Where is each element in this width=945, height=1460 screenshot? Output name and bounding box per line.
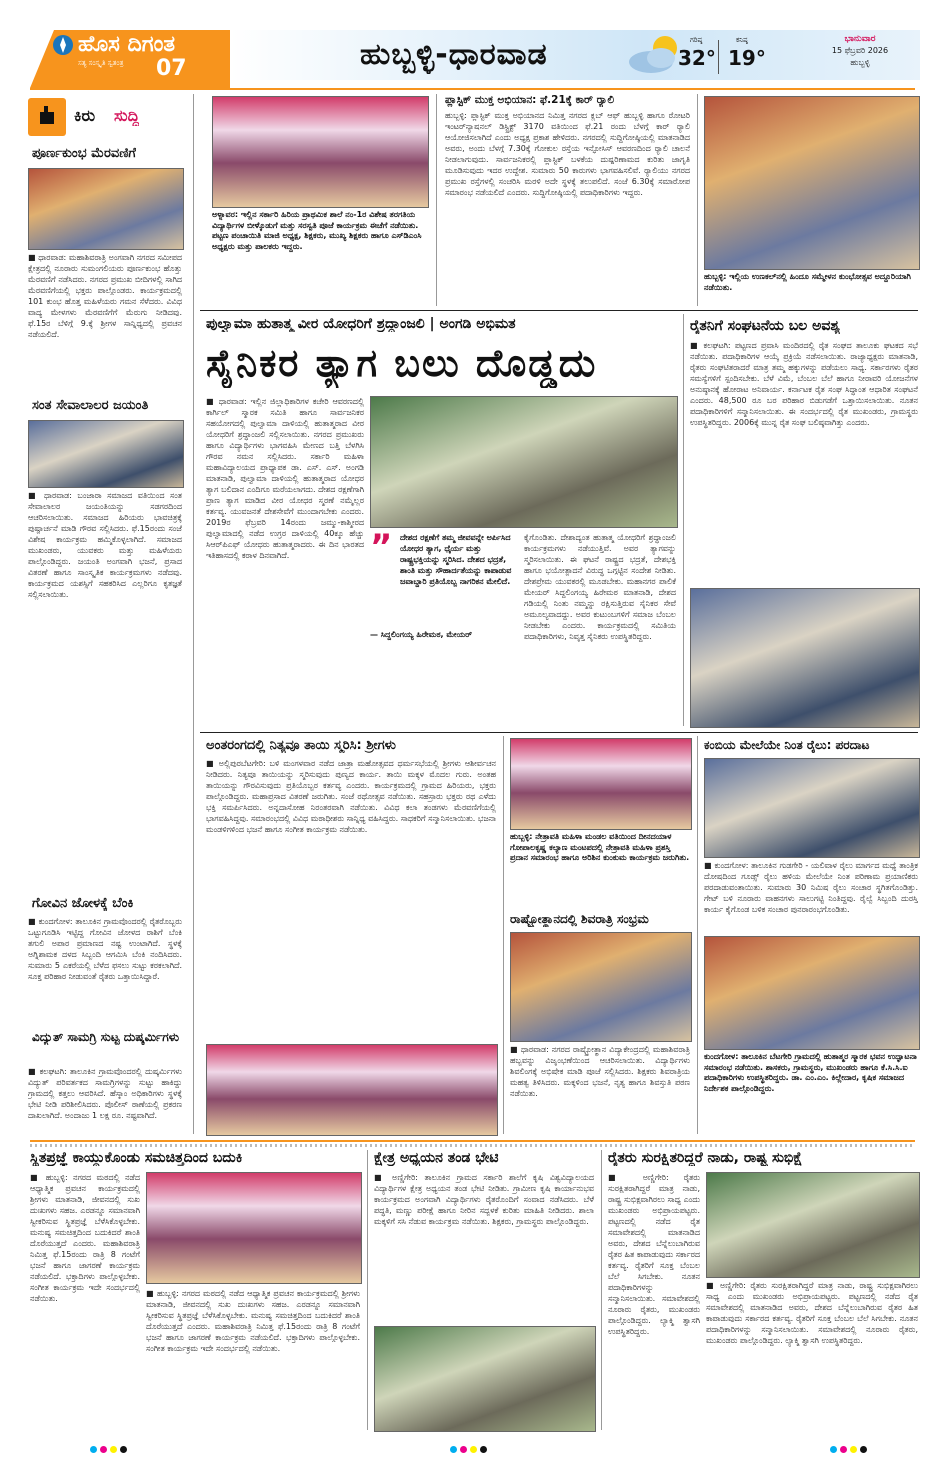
color-registration-marks xyxy=(830,1438,870,1457)
kirusuddi-column xyxy=(24,94,186,1134)
mahila-mandala-photo xyxy=(510,738,692,830)
mahila-mandala-caption: ಹುಬ್ಬಳ್ಳಿ: ನೇತ್ರಾವತಿ ಮಹಿಳಾ ಮಂಡಲ ವತಿಯಿಂದ ದೀನದಯಾಳ ಗೋಪಾಲಕೃಷ್ಣ ಕಲ್ಯಾಣ ಮಂಟಪದಲ್ಲಿ ನೇತ್ರಾವತಿ ಮಹಿಳಾ ಪ್ರಶಸ್ತಿ ಪ್ರದಾನ ಸಮಾರಂಭ ಹಾಗೂ ಅರಿಶಿನ ಕುಂಕುಮ ಕಾರ್ಯಕ್ರಮ ಜರುಗಿತು. xyxy=(510,832,690,862)
bottom-3-photo xyxy=(706,1172,920,1278)
lead-headline: ಸೈನಿಕರ ತ್ಯಾಗ ಬಲು ದೊಡ್ಡದು xyxy=(206,341,598,385)
weekday: ಭಾನುವಾರ xyxy=(844,34,876,44)
bottom-3-body-a: ■ ಅಣ್ಣಿಗೇರಿ: ರೈತರು ಸುರಕ್ಷಿತರಾಗಿದ್ದರೆ ಮಾತ್ರ ನಾಡು, ರಾಷ್ಟ್ರ ಸುಭಿಕ್ಷವಾಗಿರಲು ಸಾಧ್ಯ ಎಂದು ಮುಖಂಡರು ಅಭಿಪ್ರಾಯಪಟ್ಟರು. ಪಟ್ಟಣದಲ್ಲಿ ನಡೆದ ರೈತ ಸಮಾವೇಶದಲ್ಲಿ ಮಾತನಾಡಿದ ಅವರು, ದೇಶದ ಬೆನ್ನೆಲುಬಾಗಿರುವ ರೈತರ ಹಿತ ಕಾಪಾಡುವುದು ಸರ್ಕಾರದ ಕರ್ತವ್ಯ. ರೈತರಿಗೆ ಸೂಕ್ತ ಬೆಂಬಲ ಬೆಲೆ ಸಿಗಬೇಕು. ನೂತನ ಪದಾಧಿಕಾರಿಗಳನ್ನು ಸನ್ಮಾನಿಸಲಾಯಿತು. ಸಮಾವೇಶದಲ್ಲಿ ನೂರಾರು ರೈತರು, ಮುಖಂಡರು ಪಾಲ್ಗೊಂಡಿದ್ದರು. ಲ್ಯಾಕ್ಮಿ ತ್ವಾಸಗಿ ಉಪಸ್ಥಿತರಿದ್ದರು. xyxy=(608,1173,700,1336)
masthead-rule xyxy=(30,88,915,90)
farmers-body: ■ ಕಲಘಟಗಿ: ಪಟ್ಟಣದ ಪ್ರವಾಸಿ ಮಂದಿರದಲ್ಲಿ ರೈತ ಸಂಘದ ತಾಲೂಕು ಘಟಕದ ಸಭೆ ನಡೆಯಿತು. ಪದಾಧಿಕಾರಿಗಳ ಆಯ್ಕೆ ಪ್ರಕ್ರಿಯೆ ನಡೆಸಲಾಯಿತು. ರಾಜ್ಯಾಧ್ಯಕ್ಷರು ಮಾತನಾಡಿ, ರೈತರು ಸಂಘಟಿತರಾದರೆ ಮಾತ್ರ ತಮ್ಮ ಹಕ್ಕುಗಳನ್ನು ಪಡೆಯಲು ಸಾಧ್ಯ. ಸರ್ಕಾರಗಳು ರೈತರ ಸಮಸ್ಯೆಗಳಿಗೆ ಸ್ಪಂದಿಸಬೇಕು. ಬೆಳೆ ವಿಮೆ, ಬೆಂಬಲ ಬೆಲೆ ಹಾಗೂ ನೀರಾವರಿ ಯೋಜನೆಗಳ ಅನುಷ್ಠಾನಕ್ಕೆ ಹೋರಾಟ ಅನಿವಾರ್ಯ. ಕರ್ನಾಟಕ ರೈತ ಸಂಘ ಸಿದ್ಧಾಂತ ಆಧಾರಿತ ಸಂಘಟನೆ ಎಂದರು. 48,500 ರೂ ಬರ ಪರಿಹಾರ ಬಿಡುಗಡೆಗೆ ಒತ್ತಾಯಿಸಲಾಯಿತು. ನೂತನ ಪದಾಧಿಕಾರಿಗಳಿಗೆ ಸನ್ಮಾನಿಸಲಾಯಿತು. ಈ ಸಂದರ್ಭದಲ್ಲಿ ರೈತ ಮುಖಂಡರು, ಗ್ರಾಮಸ್ಥರು ಉಪಸ್ಥಿತರಿದ್ದರು. 2006ಕ್ಕೆ ಮುನ್ನ ರೈತ ಸಂಘ ಬಲಿಷ್ಠವಾಗಿತ್ತು ಎಂದರು. xyxy=(690,341,918,427)
brand-tagline: ಸತ್ಯ ಸಂಸ್ಕೃತಿ ಸ್ವತಂತ್ರ xyxy=(78,59,124,67)
color-registration-marks xyxy=(90,1438,130,1457)
bottom-2-photo xyxy=(374,1326,596,1432)
lead-body-right: ಕೈಗೊಂಡಿತು. ದೇಶಾದ್ಯಂತ ಹುತಾತ್ಮ ಯೋಧರಿಗೆ ಶ್ರದ್ಧಾಂಜಲಿ ಕಾರ್ಯಕ್ರಮಗಳು ನಡೆಯುತ್ತಿವೆ. ಅವರ ತ್ಯಾಗವನ್ನು ಸ್ಮರಿಸಲಾಯಿತು. ಈ ಘಟನೆ ರಾಷ್ಟ್ರದ ಭದ್ರತೆ, ದೇಶಭಕ್ತಿ ಹಾಗೂ ಭಯೋತ್ಪಾದನೆ ವಿರುದ್ಧ ಒಗ್ಗಟ್ಟಿನ ಸಂದೇಶ ನೀಡಿತು. ದೇಶಪ್ರೇಮ ಯುವಕರಲ್ಲಿ ಮೂಡಬೇಕು. ಮಹಾನಗರ ಪಾಲಿಕೆ ಮೇಯರ್ ಸಿದ್ದಲಿಂಗಯ್ಯ ಹಿರೇಮಠ ಮಾತನಾಡಿ, ದೇಶದ ಗಡಿಯಲ್ಲಿ ನಿಂತು ನಮ್ಮನ್ನು ರಕ್ಷಿಸುತ್ತಿರುವ ಸೈನಿಕರ ಸೇವೆ ಅಮೂಲ್ಯವಾದದ್ದು. ಅವರ ಕುಟುಂಬಗಳಿಗೆ ಸಮಾಜ ಬೆಂಬಲ ನೀಡಬೇಕು ಎಂದರು. ಕಾರ್ಯಕ್ರಮದಲ್ಲಿ ಸಮಿತಿಯ ಪದಾಧಿಕಾರಿಗಳು, ನಿವೃತ್ತ ಸೈನಿಕರು ಉಪಸ್ಥಿತರಿದ್ದರು. xyxy=(524,533,676,641)
plastic-body: ಹುಬ್ಬಳ್ಳಿ: ಪ್ಲಾಸ್ಟಿಕ್ ಮುಕ್ತ ಅಭಿಯಾನದ ನಿಮಿತ್ತ ನಗರದ ಕ್ಲಬ್ ಆಫ್ ಹುಬ್ಬಳ್ಳಿ ಹಾಗೂ ರೋಟರಿ ಇಂಟರ್‌ನ್ಯಾಷನಲ್ ಡಿಸ್ಟ್ರಿಕ್ಟ್ 3170 ವತಿಯಿಂದ ಫೆ.21 ರಂದು ಬೆಳಗ್ಗೆ ಕಾರ್ ರ‍್ಯಾಲಿ ಆಯೋಜಿಸಲಾಗಿದೆ ಎಂದು ಅಧ್ಯಕ್ಷ ಪ್ರಕಾಶ ಹೇಳಿದರು. ನಗರದಲ್ಲಿ ಸುದ್ದಿಗೋಷ್ಠಿಯಲ್ಲಿ ಮಾತನಾಡಿದ ಅವರು, ಅಂದು ಬೆಳಗ್ಗೆ 7.30ಕ್ಕೆ ಗೋಕುಲ ರಸ್ತೆಯ ಇನ್ಫೋಸಿಸ್ ಆವರಣದಿಂದ ರ‍್ಯಾಲಿ ಚಾಲನೆ ನೀಡಲಾಗುವುದು. ಸಾರ್ವಜನಿಕರಲ್ಲಿ ಪ್ಲಾಸ್ಟಿಕ್ ಬಳಕೆಯ ದುಷ್ಪರಿಣಾಮದ ಕುರಿತು ಜಾಗೃತಿ ಮೂಡಿಸುವುದು ಇದರ ಉದ್ದೇಶ. ಸುಮಾರು 50 ಕಾರುಗಳು ಭಾಗವಹಿಸಲಿವೆ. ರ‍್ಯಾಲಿಯು ನಗರದ ಪ್ರಮುಖ ರಸ್ತೆಗಳಲ್ಲಿ ಸಂಚರಿಸಿ ಮರಳಿ ಅದೇ ಸ್ಥಳಕ್ಕೆ ತಲುಪಲಿದೆ. ಸಂಜೆ 6.30ಕ್ಕೆ ಸಮಾರೋಪ ಸಮಾರಂಭ ನಡೆಯಲಿದೆ ಎಂದರು. ಸುದ್ದಿಗೋಷ್ಠಿಯಲ್ಲಿ ಪದಾಧಿಕಾರಿಗಳು ಇದ್ದರು. xyxy=(445,111,690,197)
min-temp-label: ಕನಿಷ್ಠ xyxy=(736,36,748,44)
kirusuddi-header xyxy=(28,98,182,136)
bottom-1-body-a: ■ ಹುಬ್ಬಳ್ಳಿ: ನಗರದ ಮಠದಲ್ಲಿ ನಡೆದ ಆಧ್ಯಾತ್ಮಿಕ ಪ್ರವಚನ ಕಾರ್ಯಕ್ರಮದಲ್ಲಿ ಶ್ರೀಗಳು ಮಾತನಾಡಿ, ಜೀವನದಲ್ಲಿ ಸುಖ ದುಃಖಗಳು ಸಹಜ. ಎರಡನ್ನೂ ಸಮಾನವಾಗಿ ಸ್ವೀಕರಿಸುವ ಸ್ಥಿತಪ್ರಜ್ಞೆ ಬೆಳೆಸಿಕೊಳ್ಳಬೇಕು. ಮನುಷ್ಯ ಸಮಚಿತ್ತದಿಂದ ಬದುಕಿದರೆ ಶಾಂತಿ ದೊರೆಯುತ್ತದೆ ಎಂದರು. ಮಹಾಶಿವರಾತ್ರಿ ನಿಮಿತ್ತ ಫೆ.15ರಂದು ರಾತ್ರಿ 8 ಗಂಟೆಗೆ ಭಜನೆ ಹಾಗೂ ಜಾಗರಣೆ ಕಾರ್ಯಕ್ರಮ ನಡೆಯಲಿದೆ. ಭಕ್ತಾದಿಗಳು ಪಾಲ್ಗೊಳ್ಳಬೇಕು. ಸಂಗೀತ ಕಾರ್ಯಕ್ರಮ ಇದೇ ಸಂದರ್ಭದಲ್ಲಿ ನಡೆಯಿತು. xyxy=(30,1173,140,1303)
lead-body-left: ■ ಧಾರವಾಡ: ಇಲ್ಲಿನ ಜಿಲ್ಲಾಧಿಕಾರಿಗಳ ಕಚೇರಿ ಆವರಣದಲ್ಲಿ ಕಾರ್ಗಿಲ್ ಸ್ಮಾರಕ ಸಮಿತಿ ಹಾಗೂ ಸಾರ್ವಜನಿಕರ ಸಹಯೋಗದಲ್ಲಿ ಪುಲ್ವಾಮಾ ದಾಳಿಯಲ್ಲಿ ಹುತಾತ್ಮರಾದ ವೀರ ಯೋಧರಿಗೆ ಶ್ರದ್ಧಾಂಜಲಿ ಸಲ್ಲಿಸಲಾಯಿತು. ನಗರದ ಪ್ರಮುಖರು ಹಾಗೂ ವಿದ್ಯಾರ್ಥಿಗಳು ಭಾಗವಹಿಸಿ ಮೇಣದ ಬತ್ತಿ ಬೆಳಗಿಸಿ ಗೌರವ ನಮನ ಸಲ್ಲಿಸಿದರು. ಸರ್ಕಾರಿ ಮಹಿಳಾ ಮಹಾವಿದ್ಯಾಲಯದ ಪ್ರಾಧ್ಯಾಪಕ ಡಾ. ಎಸ್. ಎಸ್. ಅಂಗಡಿ ಮಾತನಾಡಿ, ಪುಲ್ವಾಮಾ ದಾಳಿಯಲ್ಲಿ ಹುತಾತ್ಮರಾದ ಯೋಧರ ತ್ಯಾಗ ಬಲಿದಾನ ಎಂದಿಗೂ ಮರೆಯಲಾಗದು. ದೇಶದ ರಕ್ಷಣೆಗಾಗಿ ಪ್ರಾಣ ತ್ಯಾಗ ಮಾಡಿದ ವೀರ ಯೋಧರ ಸ್ಮರಣೆ ನಮ್ಮೆಲ್ಲರ ಕರ್ತವ್ಯ. ಯುವಜನತೆ ದೇಶಸೇವೆಗೆ ಮುಂದಾಗಬೇಕು ಎಂದರು. 2019ರ ಫೆಬ್ರವರಿ 14ರಂದು ಜಮ್ಮು-ಕಾಶ್ಮೀರದ ಪುಲ್ವಾಮಾದಲ್ಲಿ ನಡೆದ ಉಗ್ರರ ದಾಳಿಯಲ್ಲಿ 40ಕ್ಕೂ ಹೆಚ್ಚು ಸಿಆರ್‌ಪಿಎಫ್ ಯೋಧರು ಹುತಾತ್ಮರಾದರು. ಈ ದಿನ ಭಾರತದ ಇತಿಹಾಸದಲ್ಲಿ ಕರಾಳ ದಿನವಾಗಿದೆ. xyxy=(206,397,364,560)
city: ಹುಬ್ಬಳ್ಳಿ xyxy=(850,58,870,67)
bottom-rule-dots xyxy=(30,1144,915,1147)
section-rule xyxy=(200,310,918,311)
swamiji-headline: ಅಂತರಂಗದಲ್ಲಿ ನಿತ್ಯವೂ ತಾಯಿ ಸ್ಮರಿಸಿ: ಶ್ರೀಗಳು xyxy=(206,738,396,753)
farmers-photo xyxy=(690,588,920,728)
train-body: ■ ಕುಂದಗೋಳ: ತಾಲೂಕಿನ ಗುಡಗೇರಿ - ಯಲಿವಾಳ ರೈಲು ಮಾರ್ಗದ ಮಧ್ಯೆ ತಾಂತ್ರಿಕ ದೋಷದಿಂದ ಗೂಡ್ಸ್ ರೈಲು ಹಳಿಯ ಮೇಲೆಯೇ ನಿಂತ ಪರಿಣಾಮ ಪ್ರಯಾಣಿಕರು ಪರದಾಡುವಂತಾಯಿತು. ಸುಮಾರು 30 ನಿಮಿಷ ರೈಲು ಸಂಚಾರ ಸ್ಥಗಿತಗೊಂಡಿತ್ತು. ಗೇಟ್ ಬಳಿ ನೂರಾರು ವಾಹನಗಳು ಸಾಲುಗಟ್ಟಿ ನಿಂತಿದ್ದವು. ರೈಲ್ವೆ ಸಿಬ್ಬಂದಿ ದುರಸ್ತಿ ಕಾರ್ಯ ಕೈಗೊಂಡ ಬಳಿಕ ಸಂಚಾರ ಪುನರಾರಂಭಗೊಂಡಿತು. xyxy=(704,861,918,914)
column-divider xyxy=(367,1150,368,1430)
max-temp-label: ಗರಿಷ್ಠ xyxy=(690,36,703,44)
date-block xyxy=(800,34,920,78)
color-registration-marks xyxy=(450,1438,490,1457)
kiru-item-3-body: ■ ಕುಂದಗೋಳ: ತಾಲೂಕಿನ ಗ್ರಾಮವೊಂದರಲ್ಲಿ ರೈತರೊಬ್ಬರು ಒಟ್ಟುಗೂಡಿಸಿ ಇಟ್ಟಿದ್ದ ಗೋವಿನ ಜೋಳದ ರಾಶಿಗೆ ಬೆಂಕಿ ತಗುಲಿ ಅಪಾರ ಪ್ರಮಾಣದ ನಷ್ಟ ಉಂಟಾಗಿದೆ. ಸ್ಥಳಕ್ಕೆ ಅಗ್ನಿಶಾಮಕ ದಳದ ಸಿಬ್ಬಂದಿ ಆಗಮಿಸಿ ಬೆಂಕಿ ನಂದಿಸಿದರು. ಸುಮಾರು 5 ಎಕರೆಯಲ್ಲಿ ಬೆಳೆದ ಫಸಲು ಸುಟ್ಟು ಕರಕಲಾಗಿದೆ. ಸೂಕ್ತ ಪರಿಹಾರ ನೀಡುವಂತೆ ರೈತರು ಒತ್ತಾಯಿಸಿದ್ದಾರೆ. xyxy=(28,917,182,981)
school-photo xyxy=(212,96,429,208)
bottom-1-photo xyxy=(146,1172,362,1284)
kiru-item-4-body: ■ ಕಲಘಟಗಿ: ತಾಲೂಕಿನ ಗ್ರಾಮವೊಂದರಲ್ಲಿ ದುಷ್ಕರ್ಮಿಗಳು ವಿದ್ಯುತ್ ಪರಿವರ್ತಕದ ಸಾಮಗ್ರಿಗಳನ್ನು ಸುಟ್ಟು ಹಾಕಿದ್ದು ಗ್ರಾಮದಲ್ಲಿ ಕತ್ತಲು ಆವರಿಸಿದೆ. ಹೆಸ್ಕಾಂ ಅಧಿಕಾರಿಗಳು ಸ್ಥಳಕ್ಕೆ ಭೇಟಿ ನೀಡಿ ಪರಿಶೀಲಿಸಿದರು. ಪೊಲೀಸ್ ಠಾಣೆಯಲ್ಲಿ ಪ್ರಕರಣ ದಾಖಲಾಗಿದೆ. ಅಂದಾಜು 1 ಲಕ್ಷ ರೂ. ನಷ್ಟವಾಗಿದೆ. xyxy=(28,1067,182,1120)
quote-author: — ಸಿದ್ದಲಿಂಗಯ್ಯ ಹಿರೇಮಠ, ಮೇಯರ್ xyxy=(370,630,472,639)
edition-title: ಹುಬ್ಬಳ್ಳಿ-ಧಾರವಾಡ xyxy=(360,37,548,72)
bottom-1-headline: ಸ್ಥಿತಪ್ರಜ್ಞೆ ಕಾಯ್ದುಕೊಂಡು ಸಮಚಿತ್ತದಿಂದ ಬದುಕಿ xyxy=(30,1150,243,1166)
column-divider xyxy=(697,94,698,306)
shivaratri-photo xyxy=(510,932,692,1042)
brand-logo-icon xyxy=(52,34,74,56)
kiru-item-3-headline: ಗೋವಿನ ಜೋಳಕ್ಕೆ ಬೆಂಕಿ xyxy=(32,896,134,911)
page-number: 07 xyxy=(156,56,187,81)
lead-kicker: ಪುಲ್ವಾಮಾ ಹುತಾತ್ಮ ವೀರ ಯೋಧರಿಗೆ ಶ್ರದ್ಧಾಂಜಲಿ | ಅಂಗಡಿ ಅಭಿಮತ xyxy=(206,316,516,332)
kiru-item-1-headline: ಪೂರ್ಣಕುಂಭ ಮೆರವಣಿಗೆ xyxy=(32,146,136,161)
train-headline: ಕಂಬಿಯ ಮೇಲೆಯೇ ನಿಂತ ರೈಲು: ಪರದಾಟ xyxy=(704,738,870,752)
masthead xyxy=(0,0,945,88)
quote-mark-icon: ” xyxy=(370,532,393,562)
column-divider xyxy=(193,94,194,1134)
kiru-item-2-photo xyxy=(28,420,184,488)
bottom-1-body-b: ■ ಹುಬ್ಬಳ್ಳಿ: ನಗರದ ಮಠದಲ್ಲಿ ನಡೆದ ಆಧ್ಯಾತ್ಮಿಕ ಪ್ರವಚನ ಕಾರ್ಯಕ್ರಮದಲ್ಲಿ ಶ್ರೀಗಳು ಮಾತನಾಡಿ, ಜೀವನದಲ್ಲಿ ಸುಖ ದುಃಖಗಳು ಸಹಜ. ಎರಡನ್ನೂ ಸಮಾನವಾಗಿ ಸ್ವೀಕರಿಸುವ ಸ್ಥಿತಪ್ರಜ್ಞೆ ಬೆಳೆಸಿಕೊಳ್ಳಬೇಕು. ಮನುಷ್ಯ ಸಮಚಿತ್ತದಿಂದ ಬದುಕಿದರೆ ಶಾಂತಿ ದೊರೆಯುತ್ತದೆ ಎಂದರು. ಮಹಾಶಿವರಾತ್ರಿ ನಿಮಿತ್ತ ಫೆ.15ರಂದು ರಾತ್ರಿ 8 ಗಂಟೆಗೆ ಭಜನೆ ಹಾಗೂ ಜಾಗರಣೆ ಕಾರ್ಯಕ್ರಮ ನಡೆಯಲಿದೆ. ಭಕ್ತಾದಿಗಳು ಪಾಲ್ಗೊಳ್ಳಬೇಕು. ಸಂಗೀತ ಕಾರ್ಯಕ್ರಮ ಇದೇ ಸಂದರ್ಭದಲ್ಲಿ ನಡೆಯಿತು. xyxy=(146,1289,360,1353)
column-divider xyxy=(601,1150,602,1430)
kiru-item-2-headline: ಸಂತ ಸೇವಾಲಾಲರ ಜಯಂತಿ xyxy=(32,398,149,413)
plastic-headline: ಪ್ಲಾಸ್ಟಿಕ್ ಮುಕ್ತ ಅಭಿಯಾನ: ಫೆ.21ಕ್ಕೆ ಕಾರ್ ರ‍್ಯಾಲಿ xyxy=(445,94,615,106)
swamiji-photo xyxy=(206,1044,498,1136)
kiru-item-4-headline: ವಿದ್ಯುತ್ ಸಾಮಗ್ರಿ ಸುಟ್ಟ ದುಷ್ಕರ್ಮಿಗಳು xyxy=(32,1030,180,1044)
date: 15 ಫೆಬ್ರವರಿ 2026 xyxy=(831,46,889,55)
column-divider xyxy=(436,94,437,306)
column-divider xyxy=(683,314,684,726)
bottom-rule-orange xyxy=(30,1140,915,1142)
brand-name: ಹೊಸ ದಿಗಂತ xyxy=(78,32,176,57)
sammelana-caption: ಹುಬ್ಬಳ್ಳಿ: ಇಲ್ಲಿಯ ಉಣಕಲ್‌ನಲ್ಲಿ ಹಿಂದೂ ಸಮ್ಮೇಳನ ಕುಂಭೋತ್ಸವ ಅದ್ದೂರಿಯಾಗಿ ನಡೆಯಿತು. xyxy=(704,272,911,292)
bottom-3-body-b: ■ ಅಣ್ಣಿಗೇರಿ: ರೈತರು ಸುರಕ್ಷಿತರಾಗಿದ್ದರೆ ಮಾತ್ರ ನಾಡು, ರಾಷ್ಟ್ರ ಸುಭಿಕ್ಷವಾಗಿರಲು ಸಾಧ್ಯ ಎಂದು ಮುಖಂಡರು ಅಭಿಪ್ರಾಯಪಟ್ಟರು. ಪಟ್ಟಣದಲ್ಲಿ ನಡೆದ ರೈತ ಸಮಾವೇಶದಲ್ಲಿ ಮಾತನಾಡಿದ ಅವರು, ದೇಶದ ಬೆನ್ನೆಲುಬಾಗಿರುವ ರೈತರ ಹಿತ ಕಾಪಾಡುವುದು ಸರ್ಕಾರದ ಕರ್ತವ್ಯ. ರೈತರಿಗೆ ಸೂಕ್ತ ಬೆಂಬಲ ಬೆಲೆ ಸಿಗಬೇಕು. ನೂತನ ಪದಾಧಿಕಾರಿಗಳನ್ನು ಸನ್ಮಾನಿಸಲಾಯಿತು. ಸಮಾವೇಶದಲ್ಲಿ ನೂರಾರು ರೈತರು, ಮುಖಂಡರು ಪಾಲ್ಗೊಂಡಿದ್ದರು. ಲ್ಯಾಕ್ಮಿ ತ್ವಾಸಗಿ ಉಪಸ್ಥಿತರಿದ್ದರು. xyxy=(706,1281,918,1345)
hand-icon xyxy=(28,98,66,136)
kiru-item-1-body: ■ ಧಾರವಾಡ: ಮಹಾಶಿವರಾತ್ರಿ ಅಂಗವಾಗಿ ನಗರದ ಸಮೀಪದ ಕ್ಷೇತ್ರದಲ್ಲಿ ನೂರಾರು ಸುಮಂಗಲಿಯರು ಪೂರ್ಣಕುಂಭ ಹೊತ್ತು ಮೆರವಣಿಗೆ ನಡೆಸಿದರು. ನಗರದ ಪ್ರಮುಖ ಬೀದಿಗಳಲ್ಲಿ ಸಾಗಿದ ಮೆರವಣಿಗೆಯಲ್ಲಿ ಭಕ್ತರು ಪಾಲ್ಗೊಂಡರು. ಕಾರ್ಯಕ್ರಮದಲ್ಲಿ 101 ಕುಂಭ ಹೊತ್ತ ಮಹಿಳೆಯರು ಗಮನ ಸೆಳೆದರು. ವಿವಿಧ ವಾದ್ಯ ಮೇಳಗಳು ಮೆರವಣಿಗೆಗೆ ಮೆರುಗು ನೀಡಿದವು. ಫೆ.15ರ ಬೆಳಿಗ್ಗೆ 9.ಕ್ಕೆ ಶ್ರೀಗಳ ಸಾನ್ನಿಧ್ಯದಲ್ಲಿ ಪ್ರವಚನ ನಡೆಯಲಿದೆ. xyxy=(28,253,182,339)
bottom-2-headline: ಕ್ಷೇತ್ರ ಅಧ್ಯಯನ ತಂಡ ಭೇಟಿ xyxy=(374,1150,499,1166)
column-divider xyxy=(697,736,698,1134)
kirusuddi-title-prefix: ಕಿರು xyxy=(74,106,96,125)
bottom-3-headline: ರೈತರು ಸುರಕ್ಷಿತರಿದ್ದರೆ ನಾಡು, ರಾಷ್ಟ್ರ ಸುಭಿಕ್ಷೆ xyxy=(608,1150,803,1166)
school-photo-caption: ಅಳ್ನಾವರ: ಇಲ್ಲಿನ ಸರ್ಕಾರಿ ಹಿರಿಯ ಪ್ರಾಥಮಿಕ ಶಾಲೆ ನಂ-1ರ ವಿಶೇಷ ತರಗತಿಯ ವಿದ್ಯಾರ್ಥಿಗಳ ಬೀಳ್ಕೊಡುಗೆ ಮತ್ತು ಸರಸ್ವತಿ ಪೂಜೆ ಕಾರ್ಯಕ್ರಮ ಈಚೆಗೆ ನಡೆಯಿತು. ಪಟ್ಟಣ ಪಂಚಾಯಿತಿ ಮಾಜಿ ಅಧ್ಯಕ್ಷ, ಶಿಕ್ಷಕರು, ಮುಖ್ಯ ಶಿಕ್ಷಕರು ಹಾಗೂ ಎಸ್‌ಡಿಎಂಸಿ ಅಧ್ಯಕ್ಷರು ಮತ್ತು ಪಾಲಕರು ಇದ್ದರು. xyxy=(212,210,422,251)
lead-photo xyxy=(370,396,678,528)
betageri-photo xyxy=(704,936,920,1050)
section-rule xyxy=(200,732,918,733)
column-divider xyxy=(503,736,504,1134)
kiru-item-2-body: ■ ಧಾರವಾಡ: ಬಂಜಾರಾ ಸಮಾಜದ ವತಿಯಿಂದ ಸಂತ ಸೇವಾಲಾಲರ ಜಯಂತಿಯನ್ನು ಸಡಗರದಿಂದ ಆಚರಿಸಲಾಯಿತು. ಸಮಾಜದ ಹಿರಿಯರು ಭಾವಚಿತ್ರಕ್ಕೆ ಪುಷ್ಪಾರ್ಚನೆ ಮಾಡಿ ಗೌರವ ಸಲ್ಲಿಸಿದರು. ಫೆ.15ರಂದು ಸಂಜೆ ವಿಶೇಷ ಕಾರ್ಯಕ್ರಮ ಹಮ್ಮಿಕೊಳ್ಳಲಾಗಿದೆ. ಸಮಾಜದ ಮುಖಂಡರು, ಯುವಕರು ಮತ್ತು ಮಹಿಳೆಯರು ಪಾಲ್ಗೊಂಡಿದ್ದರು. ಜಯಂತಿ ಅಂಗವಾಗಿ ಭಜನೆ, ಪ್ರಸಾದ ವಿತರಣೆ ಹಾಗೂ ಸಾಂಸ್ಕೃತಿಕ ಕಾರ್ಯಕ್ರಮಗಳು ನಡೆದವು. ಕಾರ್ಯಕ್ರಮದ ಯಶಸ್ಸಿಗೆ ಸಹಕರಿಸಿದ ಎಲ್ಲರಿಗೂ ಕೃತಜ್ಞತೆ ಸಲ್ಲಿಸಲಾಯಿತು. xyxy=(28,491,182,599)
quote-text: ದೇಶದ ರಕ್ಷಣೆಗೆ ತಮ್ಮ ಜೀವವನ್ನೇ ಅರ್ಪಿಸಿದ ಯೋಧರ ತ್ಯಾಗ, ಧೈರ್ಯ ಮತ್ತು ರಾಷ್ಟ್ರಭಕ್ತಿಯನ್ನು ಸ್ಮರಿಸಿದ. ದೇಶದ ಭದ್ರತೆ, ಶಾಂತಿ ಮತ್ತು ಸೌಹಾರ್ದತೆಯನ್ನು ಕಾಪಾಡುವ ಜವಾಬ್ದಾರಿ ಪ್ರತಿಯೊಬ್ಬ ನಾಗರಿಕನ ಮೇಲಿದೆ. xyxy=(400,533,512,586)
shivaratri-headline: ರಾಷ್ಟ್ರೋತ್ಥಾನದಲ್ಲಿ ಶಿವರಾತ್ರಿ ಸಂಭ್ರಮ xyxy=(510,912,649,926)
temp-divider xyxy=(718,40,719,74)
swamiji-body: ■ ಅಲ್ಲಿಪುರಬೆಟಗೇರಿ: ಬಳಿ ಮಂಗಳವಾರ ನಡೆದ ಜಾತ್ರಾ ಮಹೋತ್ಸವದ ಧರ್ಮಸಭೆಯಲ್ಲಿ ಶ್ರೀಗಳು ಆಶೀರ್ವಚನ ನೀಡಿದರು. ನಿತ್ಯವೂ ತಾಯಿಯನ್ನು ಸ್ಮರಿಸುವುದು ಪುಣ್ಯದ ಕಾರ್ಯ. ತಾಯಿ ಮಕ್ಕಳ ಮೊದಲ ಗುರು. ಅಂತಹ ತಾಯಿಯನ್ನು ಗೌರವಿಸುವುದು ಪ್ರತಿಯೊಬ್ಬರ ಕರ್ತವ್ಯ ಎಂದರು. ಕಾರ್ಯಕ್ರಮದಲ್ಲಿ ಗ್ರಾಮದ ಹಿರಿಯರು, ಭಕ್ತರು ಪಾಲ್ಗೊಂಡಿದ್ದರು. ಮಹಾಪ್ರಸಾದ ವಿತರಣೆ ಜರುಗಿತು. ಸಂಜೆ ರಥೋತ್ಸವ ನಡೆಯಿತು. ಸಹಸ್ರಾರು ಭಕ್ತರು ರಥ ಎಳೆದು ಭಕ್ತಿ ಸಮರ್ಪಿಸಿದರು. ಅನ್ನದಾಸೋಹ ನಿರಂತರವಾಗಿ ನಡೆಯಿತು. ವಿವಿಧ ಕಲಾ ತಂಡಗಳು ಮೆರವಣಿಗೆಯಲ್ಲಿ ಭಾಗವಹಿಸಿದ್ದವು. ಸಮಾರಂಭದಲ್ಲಿ ವಿವಿಧ ಮಠಾಧೀಶರು ಸಾನ್ನಿಧ್ಯ ವಹಿಸಿದ್ದರು. ಸಾಧಕರಿಗೆ ಸನ್ಮಾನಿಸಲಾಯಿತು. ಭಜನಾ ಮಂಡಳಿಗಳಿಂದ ಭಜನೆ ಹಾಗೂ ಸಂಗೀತ ಕಾರ್ಯಕ್ರಮ ನಡೆಯಿತು. xyxy=(206,759,496,834)
min-temp: 19° xyxy=(728,46,766,70)
betageri-caption: ಕುಂದಗೋಳ: ತಾಲೂಕಿನ ಬೆಟಗೇರಿ ಗ್ರಾಮದಲ್ಲಿ ಹುತಾತ್ಮರ ಸ್ಮಾರಕ ಭವನ ಉದ್ಘಾಟನಾ ಸಮಾರಂಭ ನಡೆಯಿತು. ಶಾಸಕರು, ಗ್ರಾಮಸ್ಥರು, ಮುಖಂಡರು ಹಾಗೂ ಕೆ.ಸಿ.ಸಿ.ಐ ಪದಾಧಿಕಾರಿಗಳು ಉಪಸ್ಥಿತರಿದ್ದರು. ಡಾ. ಎಂ.ಎಂ. ಕಿಲ್ಲೇದಾರ, ಕೃಷಿಕ ಸಮಾಜದ ನಿರ್ದೇಶಕ ಪಾಲ್ಗೊಂಡಿದ್ದರು. xyxy=(704,1052,917,1093)
partly-cloudy-icon xyxy=(625,32,685,78)
sammelana-photo xyxy=(704,96,920,270)
farmers-headline: ರೈತನಿಗೆ ಸಂಘಟನೆಯ ಬಲ ಅವಶ್ಯ xyxy=(690,318,840,334)
shivaratri-body: ■ ಧಾರವಾಡ: ನಗರದ ರಾಷ್ಟ್ರೋತ್ಥಾನ ವಿದ್ಯಾಕೇಂದ್ರದಲ್ಲಿ ಮಹಾಶಿವರಾತ್ರಿ ಹಬ್ಬವನ್ನು ವಿಜೃಂಭಣೆಯಿಂದ ಆಚರಿಸಲಾಯಿತು. ವಿದ್ಯಾರ್ಥಿಗಳು ಶಿವಲಿಂಗಕ್ಕೆ ಅಭಿಷೇಕ ಮಾಡಿ ಪೂಜೆ ಸಲ್ಲಿಸಿದರು. ಶಿಕ್ಷಕರು ಶಿವರಾತ್ರಿಯ ಮಹತ್ವ ತಿಳಿಸಿದರು. ಮಕ್ಕಳಿಂದ ಭಜನೆ, ನೃತ್ಯ ಹಾಗೂ ಶಿವಸ್ತುತಿ ಪಠಣ ನಡೆಯಿತು. xyxy=(510,1045,690,1098)
lead-quote xyxy=(370,532,518,642)
max-temp: 32° xyxy=(678,46,716,70)
brand-block xyxy=(44,32,230,82)
kiru-item-1-photo xyxy=(28,168,184,250)
kirusuddi-title-suffix: ಸುದ್ದಿ xyxy=(114,106,140,125)
train-photo xyxy=(704,758,920,858)
bottom-2-body: ■ ಅಣ್ಣಿಗೇರಿ: ತಾಲೂಕಿನ ಗ್ರಾಮದ ಸರ್ಕಾರಿ ಶಾಲೆಗೆ ಕೃಷಿ ವಿಶ್ವವಿದ್ಯಾಲಯದ ವಿದ್ಯಾರ್ಥಿಗಳ ಕ್ಷೇತ್ರ ಅಧ್ಯಯನ ತಂಡ ಭೇಟಿ ನೀಡಿತು. ಗ್ರಾಮೀಣ ಕೃಷಿ ಕಾರ್ಯಾನುಭವ ಕಾರ್ಯಕ್ರಮದ ಅಂಗವಾಗಿ ವಿದ್ಯಾರ್ಥಿಗಳು ರೈತರೊಂದಿಗೆ ಸಂವಾದ ನಡೆಸಿದರು. ಬೆಳೆ ಪದ್ಧತಿ, ಮಣ್ಣು ಪರೀಕ್ಷೆ ಹಾಗೂ ನೀರಿನ ಸದ್ಬಳಕೆ ಕುರಿತು ಮಾಹಿತಿ ನೀಡಿದರು. ಶಾಲಾ ಮಕ್ಕಳಿಗೆ ಸಸಿ ನೆಡುವ ಕಾರ್ಯಕ್ರಮ ನಡೆಯಿತು. ಶಿಕ್ಷಕರು, ಗ್ರಾಮಸ್ಥರು ಪಾಲ್ಗೊಂಡಿದ್ದರು. xyxy=(374,1173,594,1226)
